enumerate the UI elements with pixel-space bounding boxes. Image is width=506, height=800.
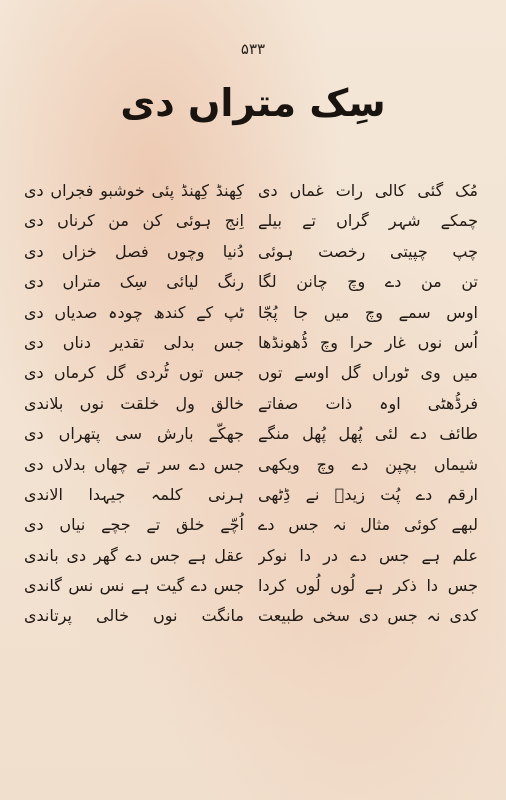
verse-line: چمکے شہر گراں تے بیلے [258, 211, 478, 231]
verse-line: جس توں ٹُردی گل کرماں دی [24, 363, 244, 383]
verse-line: تن من دے وچ چانن لگا [258, 272, 478, 292]
verse-line: فرڈُھٹی اوہ ذات صفاتے [258, 393, 478, 413]
verse-line: علم ہے جس دے در دا نوکر [258, 545, 478, 565]
verse-line: اُس نوں غار حرا وچ ڈُھونڈھا [258, 332, 478, 352]
verse-line: جس دے سر تے چھاں بدلاں دی [24, 454, 244, 474]
page-number: ۵۳۳ [240, 40, 266, 58]
verse-line: خالق ول خلقت نوں بلاندی [24, 393, 244, 413]
verse-line: اُچّے خلق تے جچے نیاں دی [24, 515, 244, 535]
verse-line: کِھنڈ کِھنڈ پئی خوشبو فجراں دی [24, 181, 244, 200]
verse-line: جس بدلی تقدیر دناں دی [24, 332, 244, 352]
verse-line: عقل ہے جس دے گھر دی باندی [24, 545, 244, 565]
verse-line: چپ چپیتی رخصت ہوئی [258, 241, 478, 261]
verse-line: ٹپ کے کندھ چودہ صدیاں دی [24, 302, 244, 322]
verse-line: مانگت نوں خالی پرتاندی [24, 606, 244, 626]
verse-line: ارقم دے پُت زیدؓ نے ڈِٹھی [258, 484, 478, 504]
verse-line: جھکّے بارش سی پتھراں دی [24, 424, 244, 444]
verse-line: ہرنی کلمہ جیہدا الاندی [24, 484, 244, 504]
verse-line: رنگ لیائی سِک متراں دی [24, 272, 244, 292]
verse-line: جس دا ذکر ہے لُوں لُوں کردا [258, 576, 478, 596]
verse-line: میں وی ٹوراں گل اوسے توں [258, 363, 478, 383]
verse-line: اوس سمے وچ میں جا پُجّا [258, 302, 478, 322]
verse-line: اِنج ہوئی کن من کرناں دی [24, 211, 244, 231]
poem-title: سِک متراں دی [120, 81, 386, 125]
right-verse-column [258, 176, 478, 632]
verse-line: دُنیا وچوں فصل خزاں دی [24, 241, 244, 261]
verse-line: کدی نہ جس دی سخی طبیعت [258, 606, 478, 626]
left-verse-column [24, 176, 244, 632]
verse-line: جس دے گیت ہے نس نس گاندی [24, 576, 244, 596]
verse-line: مُک گئی کالی رات غماں دی [258, 181, 478, 200]
verse-line: طائف دے لئی پُھل پُھل منگے [258, 424, 478, 444]
verse-line: شیماں بچپن دے وچ ویکھی [258, 454, 478, 474]
verse-line: لبھے کوئی مثال نہ جس دے [258, 515, 478, 535]
